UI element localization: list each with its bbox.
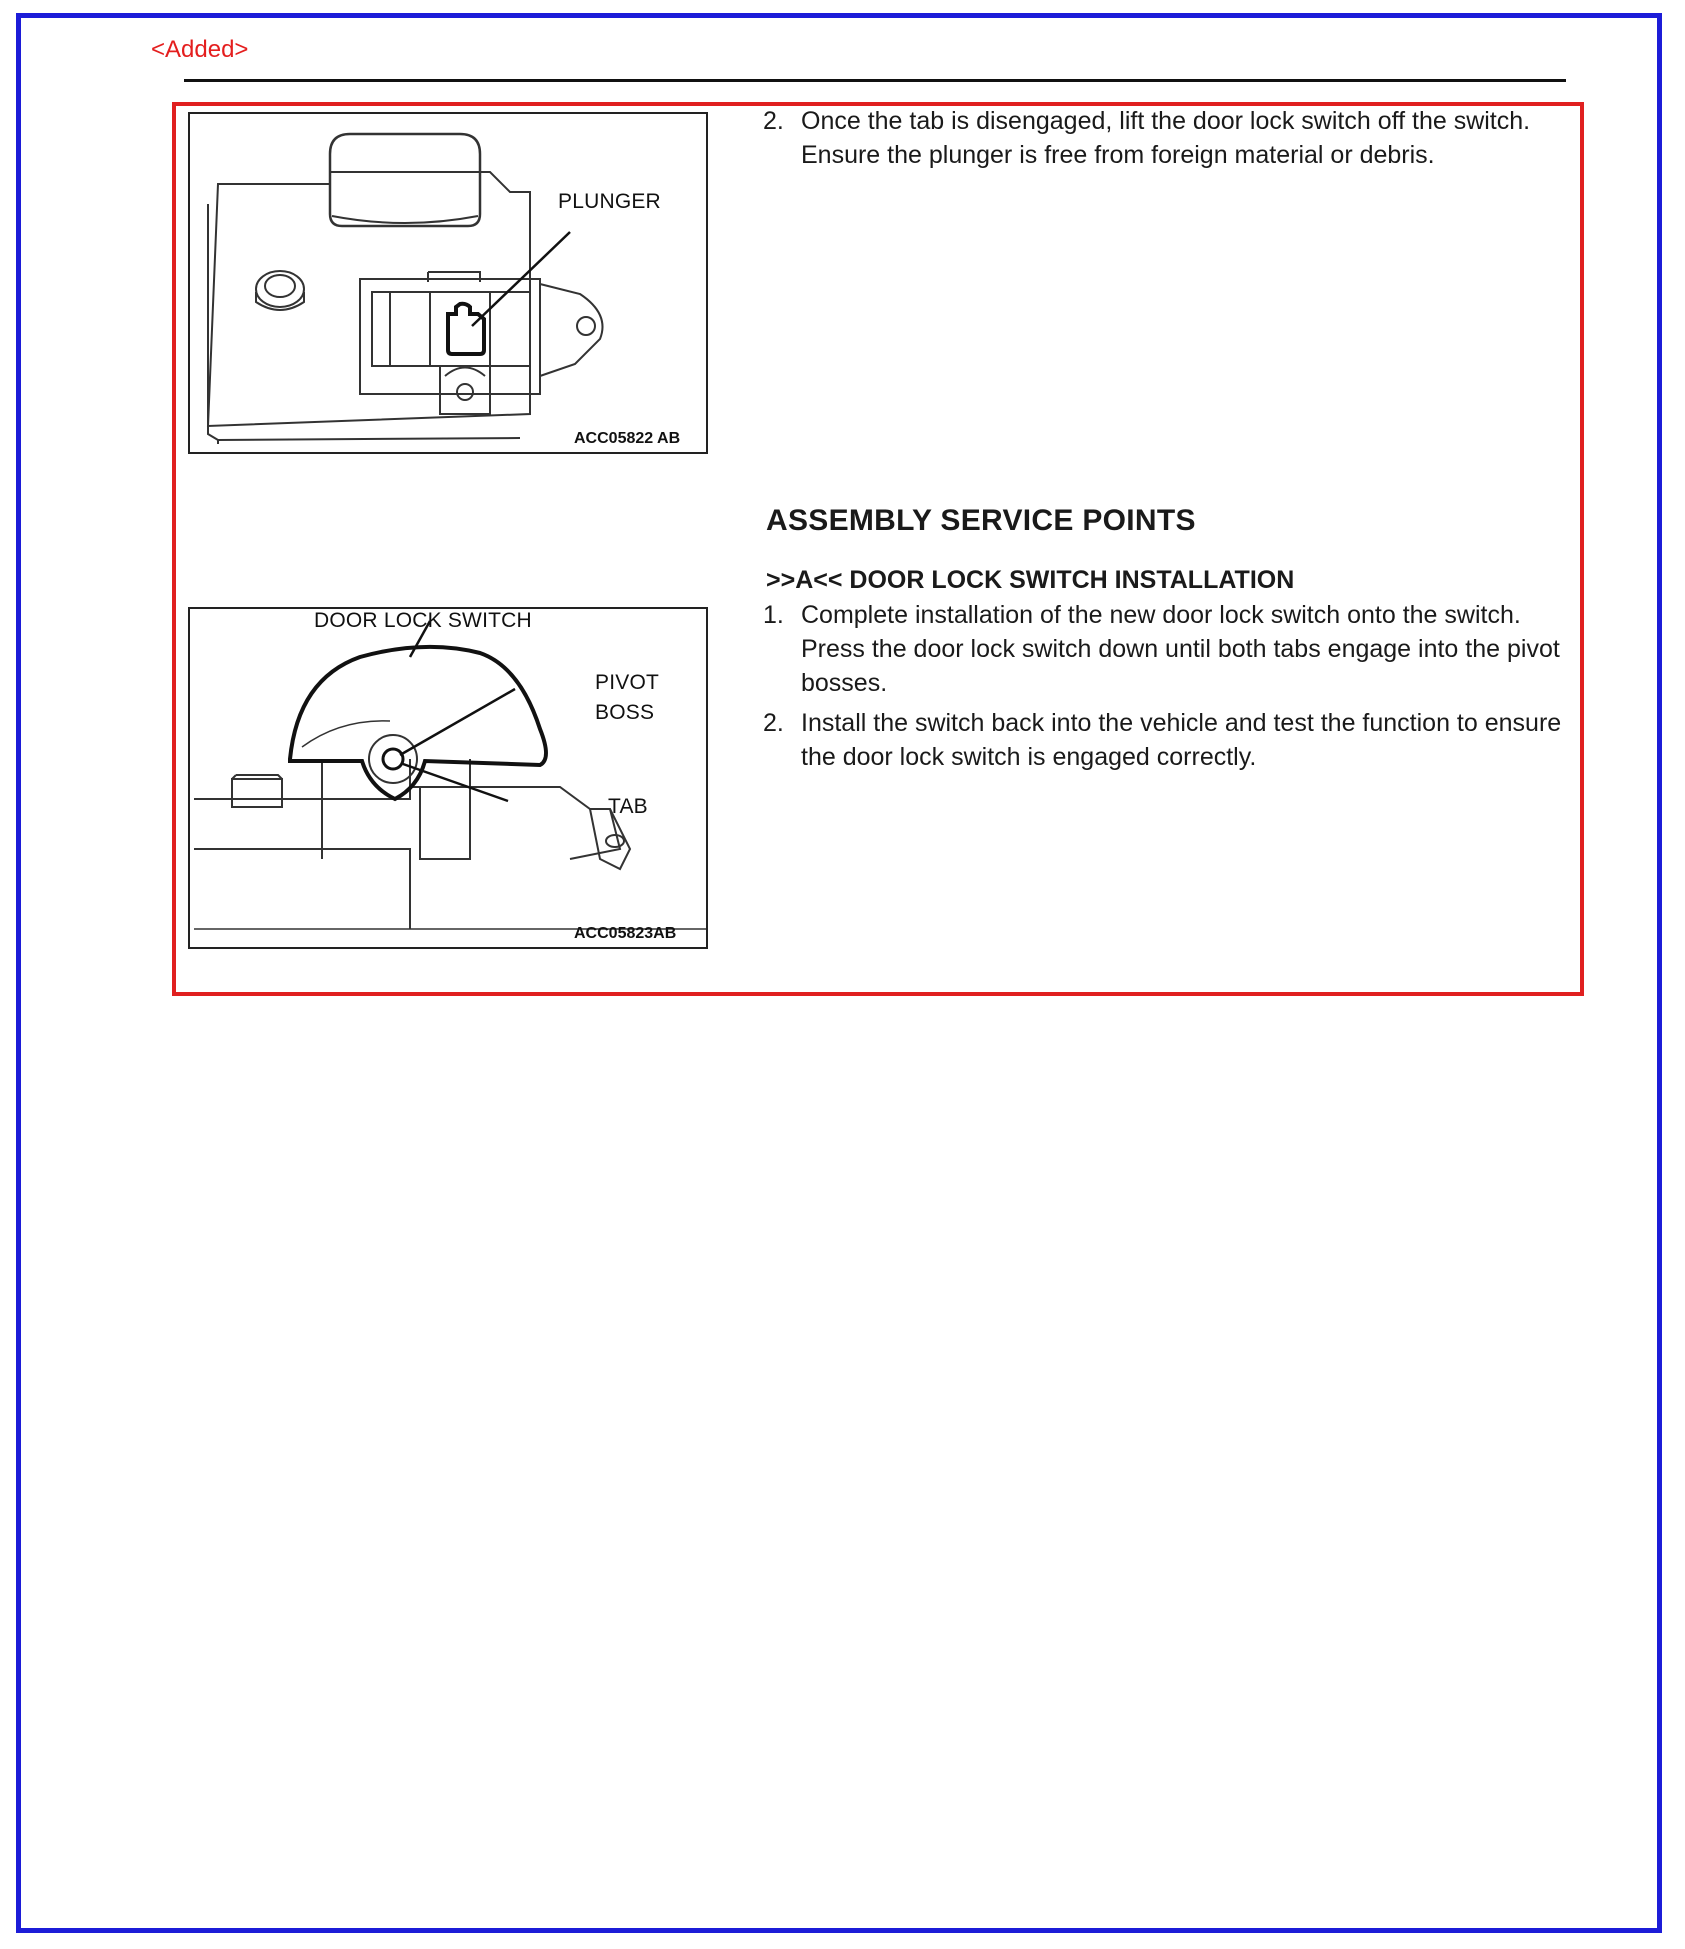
step-number: 2. — [763, 107, 784, 135]
plunger-label: PLUNGER — [558, 190, 661, 213]
subsection-heading: >>A<< DOOR LOCK SWITCH INSTALLATION — [766, 566, 1295, 594]
assembly-step-2 — [763, 706, 1563, 774]
door-lock-switch-drawing — [190, 609, 708, 949]
assembly-step-1 — [763, 598, 1563, 700]
step-text: Once the tab is disengaged, lift the door lock switch off the switch. Ensure the plunger is free from foreign material or debris. — [801, 107, 1531, 169]
door-lock-switch-illustration — [188, 607, 708, 949]
header-rule — [184, 79, 1566, 82]
step-number: 2. — [763, 709, 784, 737]
step-text: Install the switch back into the vehicle and test the function to ensure the door lock switch is engaged correctly. — [801, 709, 1562, 771]
figure-2-code: ACC05823AB — [574, 925, 677, 942]
plunger-drawing — [190, 114, 708, 454]
removal-step-2 — [763, 104, 1563, 172]
boss-label: BOSS — [595, 701, 655, 724]
plunger-illustration — [188, 112, 708, 454]
door-lock-switch-label: DOOR LOCK SWITCH — [314, 609, 532, 632]
tab-label: TAB — [608, 795, 648, 818]
assembly-steps — [763, 598, 1563, 774]
added-tag: <Added> — [151, 36, 249, 63]
step-number: 1. — [763, 601, 784, 629]
section-heading: ASSEMBLY SERVICE POINTS — [766, 504, 1196, 537]
step-text: Complete installation of the new door lock switch onto the switch. Press the door lock switch down until both tabs engage into the pivot bosses. — [801, 601, 1560, 697]
figure-1-code: ACC05822 AB — [574, 430, 681, 447]
pivot-label: PIVOT — [595, 671, 660, 694]
removal-step-block — [763, 104, 1563, 172]
